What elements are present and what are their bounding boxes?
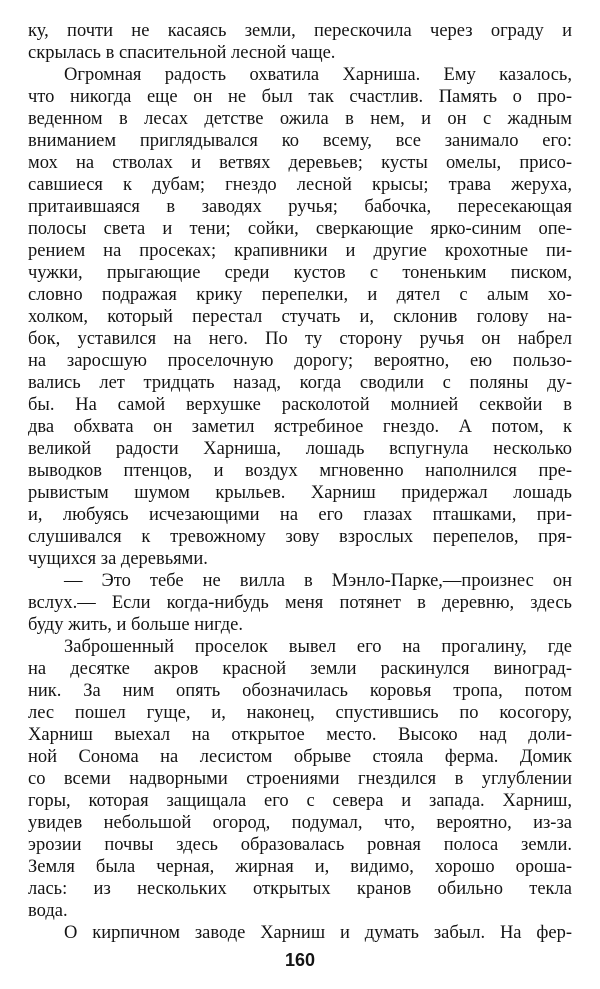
text-line: слушивался к тревожному зову взрослых перепелов, пря- [28,527,572,547]
text-line: словно подражая крику перепелки, и дятел с алым хо- [28,285,572,305]
text-line: со всеми надворными строениями гнездился в углублении [28,769,572,789]
text-line: Заброшенный проселок вывел его на прогалину, где [64,637,572,657]
text-line: и, любуясь исчезающими на его глазах пташками, при- [28,505,572,525]
text-line: ник. За ним опять обозначилась коровья тропа, потом [28,681,572,701]
text-line: великой радости Харниша, лошадь вспугнула несколько [28,439,572,459]
text-line: вслух.— Если когда-нибудь меня потянет в деревню, здесь [28,593,572,613]
text-line: чужки, прыгающие среди кустов с тоненьким писком, [28,263,572,283]
text-line: вниманием приглядывался ко всему, все занимало его: [28,131,572,151]
text-line: вода. [28,901,68,921]
text-line: эрозии почвы здесь образовалась ровная полоса земли. [28,835,572,855]
text-line: горы, которая защищала его с севера и запада. Харниш, [28,791,572,811]
text-line: мох на стволах и ветвях деревьев; кусты омелы, присо- [28,153,572,173]
page-number: 160 [284,950,316,970]
page-body-text [28,20,572,944]
text-line: ной Сонома на лесистом обрыве стояла ферма. Домик [28,747,572,767]
text-line: рением на просеках; крапивники и другие крохотные пи- [28,241,572,261]
text-line: выводков птенцов, и воздух мгновенно наполнился пре- [28,461,572,481]
text-line: скрылась в спасительной лесной чаще. [28,43,336,63]
text-line: полосы света и тени; сойки, сверкающие ярко-синим опе- [28,219,572,239]
text-line: что никогда еще он не был так счастлив. Память о про- [28,87,572,107]
text-line: савшиеся к дубам; гнездо лесной крысы; трава жеруха, [28,175,572,195]
text-line: лась: из нескольких открытых кранов обильно текла [28,879,572,899]
text-line: чущихся за деревьями. [28,549,208,569]
text-line: лес пошел гуще, и, наконец, спустившись по косогору, [28,703,572,723]
text-line: — Это тебе не вилла в Мэнло-Парке,—произнес он [64,571,572,591]
text-line: буду жить, и больше нигде. [28,615,243,635]
text-line: увидев небольшой огород, подумал, что, вероятно, из-за [28,813,572,833]
text-line: Харниш выехал на открытое место. Высоко над доли- [28,725,572,745]
text-line: веденном в лесах детстве ожила в нем, и он с жадным [28,109,572,129]
text-line: рывистым шумом крыльев. Харниш придержал лошадь [28,483,572,503]
text-line: на десятке акров красной земли раскинулся виноград- [28,659,572,679]
text-line: бы. На самой верхушке расколотой молнией секвойи в [28,395,572,415]
text-line: Земля была черная, жирная и, видимо, хорошо ороша- [28,857,572,877]
text-line: ку, почти не касаясь земли, перескочила через ограду и [28,21,572,41]
text-line: два обхвата он заметил ястребиное гнездо. А потом, к [28,417,572,437]
text-line: на заросшую проселочную дорогу; вероятно, ею пользо- [28,351,572,371]
text-line: вались лет тридцать назад, когда сводили с поляны ду- [28,373,572,393]
text-line: притаившаяся в заводях ручья; бабочка, пересекающая [28,197,572,217]
text-line: бок, уставился на него. По ту сторону ручья он набрел [28,329,572,349]
text-line: холком, который перестал стучать и, склонив голову на- [28,307,572,327]
text-line: Огромная радость охватила Харниша. Ему казалось, [64,65,572,85]
text-line: О кирпичном заводе Харниш и думать забыл. На фер- [64,923,572,943]
